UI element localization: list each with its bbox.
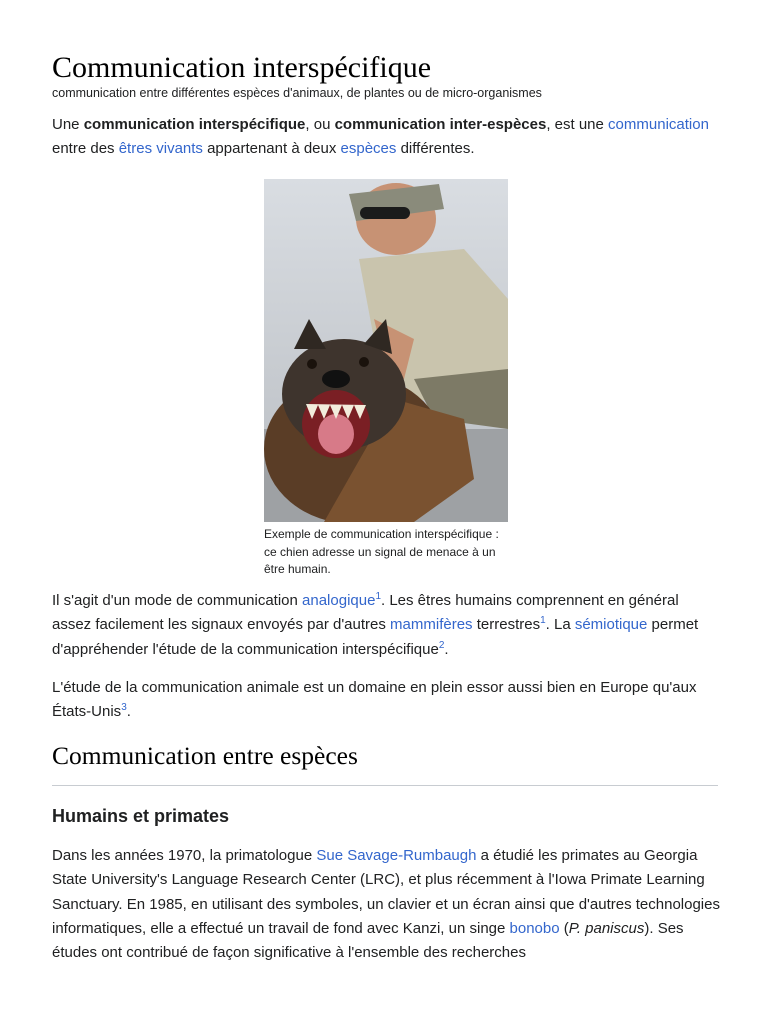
link-mammiferes[interactable]: mammifères xyxy=(390,616,473,634)
paragraph-3 xyxy=(52,676,720,725)
text: ). Ses études ont contribué de façon significative à l'ensemble des recherches xyxy=(52,919,684,962)
text: . xyxy=(126,703,131,721)
text: permet d'appréhender l'étude de la communication interspécifique xyxy=(52,616,699,658)
link-communication[interactable]: communication xyxy=(608,116,709,133)
text: terrestres xyxy=(472,616,541,634)
text: , est une xyxy=(546,116,609,133)
bold-term: communication inter-espèces xyxy=(334,116,547,133)
page-title: Communication interspécifique xyxy=(52,51,432,84)
paragraph-2 xyxy=(52,589,720,662)
link-sue-savage-rumbaugh[interactable]: Sue Savage-Rumbaugh xyxy=(316,847,477,864)
subsection-heading: Humains et primates xyxy=(52,806,230,826)
text: Dans les années 1970, la primatologue xyxy=(52,847,317,864)
species-name: P. paniscus xyxy=(568,919,645,937)
link-analogique[interactable]: analogique xyxy=(302,592,376,609)
figure-caption: Exemple de communication interspécifique : ce chien adresse un signal de menace à un être humain. xyxy=(264,527,499,576)
page-subtitle: communication entre différentes espèces d'animaux, de plantes ou de micro-organismes xyxy=(52,86,542,100)
text: ( xyxy=(559,919,569,937)
text: , ou xyxy=(305,116,335,133)
link-especes[interactable]: espèces xyxy=(340,140,397,158)
text: a étudié les primates au Georgia State University's Language Research Center (LRC), et plus récemment à l'Iowa Primate Learning Sanctuary. En 1985, en utilisant des symboles, un clavier et un écran ainsi que d'autres technologies informatiques, elle a effectué un travail de fond avec Kanzi, un singe xyxy=(52,847,720,937)
dog-photo[interactable] xyxy=(264,179,508,522)
text: . La xyxy=(545,616,575,634)
text: entre des xyxy=(52,140,119,158)
text: . Les êtres humains comprennent en général assez facilement les signaux envoyés par d'autres xyxy=(52,592,679,634)
footnote-ref[interactable]: 3 xyxy=(121,702,127,714)
section-divider xyxy=(52,785,718,786)
intro-paragraph xyxy=(52,113,720,162)
footnote-ref[interactable]: 1 xyxy=(375,591,381,602)
text: différentes. xyxy=(396,140,475,158)
text: . xyxy=(444,640,449,658)
footnote-ref[interactable]: 1 xyxy=(540,615,546,627)
footnote-ref[interactable]: 2 xyxy=(438,639,445,651)
text: L'étude de la communication animale est un domaine en plein essor aussi bien en Europe qu'aux États-Unis xyxy=(52,679,697,721)
article-figure xyxy=(264,179,508,579)
text: Il s'agit d'un mode de communication xyxy=(52,592,303,609)
paragraph-4 xyxy=(52,844,720,965)
link-bonobo[interactable]: bonobo xyxy=(509,919,560,937)
bold-term: communication interspécifique xyxy=(83,116,306,133)
link-etres-vivants[interactable]: êtres vivants xyxy=(118,140,203,158)
text: Une xyxy=(52,116,84,133)
link-semiotique[interactable]: sémiotique xyxy=(574,616,648,634)
section-heading: Communication entre espèces xyxy=(52,741,358,770)
text: appartenant à deux xyxy=(202,140,341,158)
